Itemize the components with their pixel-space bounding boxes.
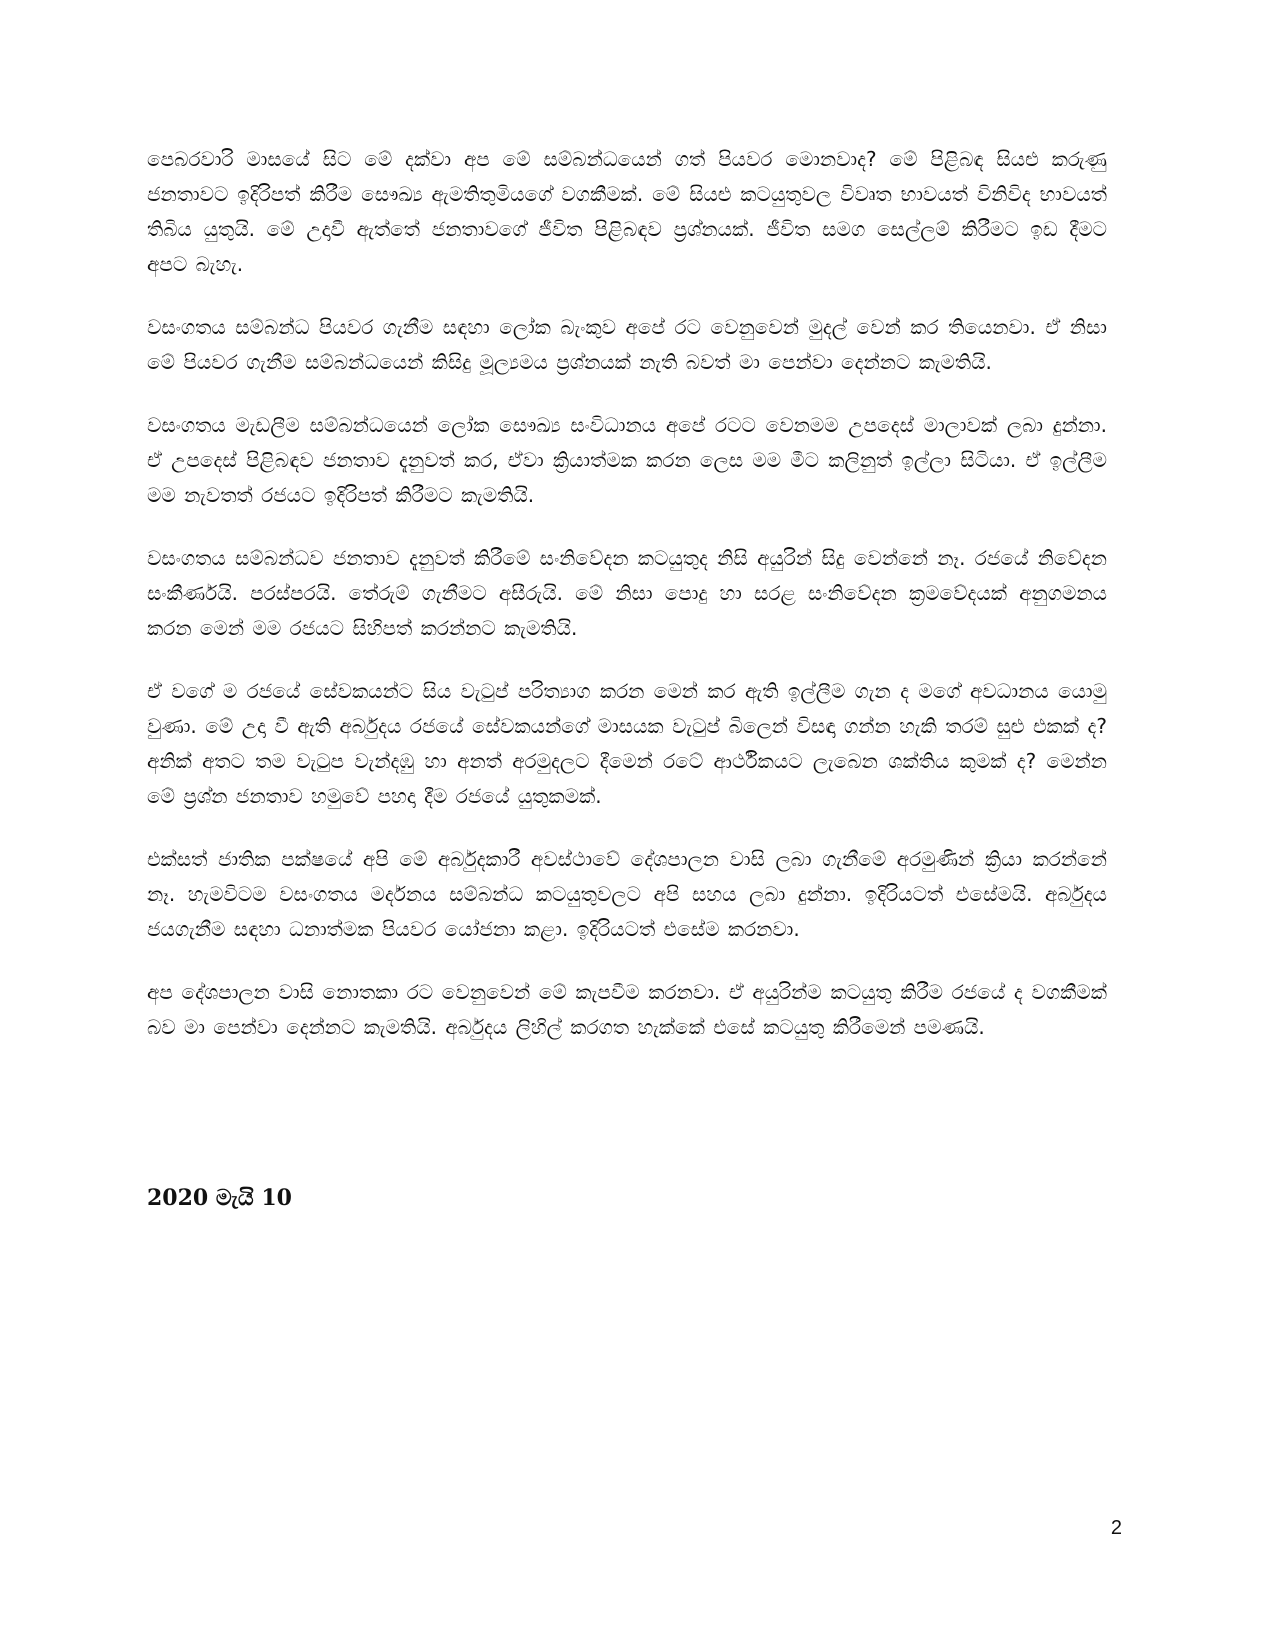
paragraph-6: එක්සත් ජාතික පක්ෂයේ අපි මේ අර්බුදකාරී අවස්ථාවේ දේශපාලන වාසි ලබා ගැනීමේ අරමුණින් ක්‍රියා කරන්නේ නෑ. හැමවිටම වසංගතය මර්දනය සම්බන්ධ කටයුතුවලට අපි සහය ලබා දුන්නා. ඉදිරියටත් එසේමයි. අර්බුදය ජයගැනීම සඳහා ධනාත්මක පියවර යෝජනා කළා. ඉදිරියටත් එසේම කරනවා. bbox=[147, 847, 1107, 941]
document-date: 2020 මැයි 10 bbox=[147, 1185, 292, 1211]
document-body bbox=[147, 142, 1107, 1073]
page-number: 2 bbox=[1110, 1517, 1122, 1539]
paragraph-4: වසංගතය සම්බන්ධව ජනතාව දැනුවත් කිරීමේ සංනිවේදන කටයුතුද නිසි අයුරින් සිදු වෙන්නේ නෑ. රජයේ නිවේදන සංකීර්ණයි. පරස්පරයි. තේරුම් ගැනීමට අසීරුයි. මේ නිසා පොදු හා සරළ සංනිවේදන ක්‍රමවේදයක් අනුගමනය කරන මෙන් මම රජයට සිහිපත් කරන්නට කැමතියි. bbox=[147, 546, 1107, 640]
paragraph-7: අප දේශපාලන වාසි නොතකා රට වෙනුවෙන් මේ කැපවීම කරනවා. ඒ අයුරින්ම කටයුතු කිරීම රජයේ ද වගකීමක් බව මා පෙන්වා දෙන්නට කැමතියි. අර්බුදය ලිහිල් කරගත හැක්කේ එසේ කටයුතු කිරීමෙන් පමණයි. bbox=[147, 980, 1107, 1039]
paragraph-2: වසංගතය සම්බන්ධ පියවර ගැනීම සඳහා ලෝක බැංකුව අපේ රට වෙනුවෙන් මුදල් වෙන් කර තියෙනවා. ඒ නිසා මේ පියවර ගැනීම සම්බන්ධයෙන් කිසිදු මූල්‍යමය ප්‍රශ්නයක් නැති බවත් මා පෙන්වා දෙන්නට කැමතියි. bbox=[147, 315, 1107, 374]
paragraph-5: ඒ වගේ ම රජයේ සේවකයන්ට සිය වැටුප් පරිත්‍යාග කරන මෙන් කර ඇති ඉල්ලීම ගැන ද මගේ අවධානය යොමු වුණා. මේ උදා වී ඇති අර්බුදය රජයේ සේවකයන්ගේ මාසයක වැටුප් බිලෙන් විසඳා ගන්න හැකි තරම් සුළු එකක් ද? අනික් අතට තම වැටුප වැන්දඹු හා අනත් අරමුදලට දීමෙන් රටේ ආර්ථිකයට ලැබෙන ශක්තිය කුමක් ද? මෙන්න මේ ප්‍රශ්න ජනතාව හමුවේ පහදා දීම රජයේ යුතුකමක්. bbox=[147, 679, 1107, 808]
paragraph-3: වසංගතය මැඩලීම සම්බන්ධයෙන් ලෝක සෞඛ්‍ය සංවිධානය අපේ රටට වෙනමම උපදෙස් මාලාවක් ලබා දුන්නා. ඒ උපදෙස් පිළිබඳව ජනතාව දැනුවත් කර, ඒවා ක්‍රියාත්මක කරන ලෙස මම මීට කලිනුත් ඉල්ලා සිටියා. ඒ ඉල්ලීම මම නැවතත් රජයට ඉදිරිපත් කිරීමට කැමතියි. bbox=[147, 413, 1107, 507]
paragraph-1: පෙබරවාරි මාසයේ සිට මේ දක්වා අප මේ සම්බන්ධයෙන් ගත් පියවර මොනවාද? මේ පිළිබඳ සියළු කරුණු ජනතාවට ඉදිරිපත් කිරීම සෞඛ්‍ය ඇමතිතුමියගේ වගකීමක්. මේ සියළු කටයුතුවල විවෘත භාවයත් විනිවිද භාවයත් තිබිය යුතුයි. මේ උදාවී ඇත්තේ ජනතාවගේ ජීවිත පිළිබඳව ප්‍රශ්නයක්. ජීවිත සමග සෙල්ලම් කිරීමට ඉඩ දීමට අපට බැහැ. bbox=[147, 147, 1107, 276]
